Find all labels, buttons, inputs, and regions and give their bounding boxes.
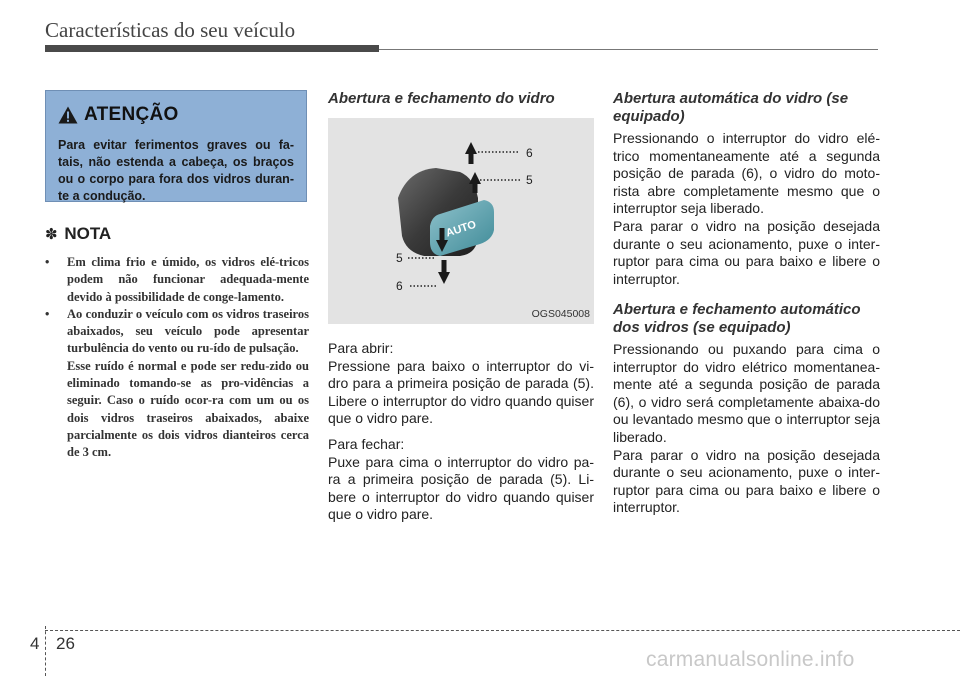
- note-star-icon: ✽: [45, 225, 58, 243]
- watermark: carmanualsonline.info: [646, 648, 855, 671]
- body-paragraph: Para abrir:: [328, 340, 394, 356]
- manual-body: [328, 340, 594, 524]
- auto-body: [613, 130, 880, 288]
- auto-both-body: [613, 341, 880, 517]
- body-paragraph: Para parar o vidro na posição desejada durante o seu acionamento, puxe o inter-ruptor para cima ou para baixo e libere o interruptor.: [613, 446, 880, 516]
- note-title-label: NOTA: [64, 224, 112, 243]
- body-paragraph: Pressionando o interruptor do vidro elé-trico momentaneamente até a segunda posição de parada (6), o vidro do moto-rista abre completamente mesmo que o interruptor seja liberado.: [613, 130, 880, 217]
- auto-label: AUTO: [444, 218, 478, 240]
- page-chapter-number: 4: [30, 634, 40, 653]
- body-paragraph: Para parar o vidro na posição desejada durante o seu acionamento, puxe o inter-ruptor para cima ou para baixo e libere o interruptor.: [613, 217, 880, 287]
- footer-horizontal-rule: [45, 630, 960, 631]
- body-paragraph: Pressionando ou puxando para cima o interruptor do vidro elétrico momentanea-mente até a segunda posição de parada (6), o vidro será completamente abaixa-do ou levantado mesmo que o interruptor seja liberado.: [613, 341, 880, 445]
- note-bullet: •: [45, 255, 50, 269]
- figure-code: OGS045008: [531, 308, 590, 320]
- note-paragraph: Esse ruído é normal e pode ser redu-zido ou eliminado tomando-se as pro-vidências a seguir. Caso o ruído ocor-ra com um ou os dois vidros traseiros abaixados, abaixe parcialmente os dois vidros dianteiros cerca de 3 cm.: [67, 358, 309, 460]
- section-heading-auto: Abertura automática do vidro (se equipado): [613, 90, 849, 125]
- section-heading-manual: Abertura e fechamento do vidro: [328, 90, 555, 107]
- warning-title: ATENÇÃO: [84, 104, 179, 125]
- label-down-5: 5: [396, 251, 403, 265]
- body-paragraph: Pressione para baixo o interruptor do vi-dro para a primeira posição de parada (5). Libere o interruptor do vidro quando quiser que o vidro pare.: [328, 357, 594, 427]
- label-up-6: 6: [526, 146, 533, 160]
- warning-header: [58, 101, 294, 129]
- note-item: [45, 254, 309, 306]
- warning-triangle-icon: [58, 106, 78, 124]
- note-paragraph: Ao conduzir o veículo com os vidros traseiros abaixados, seu veículo pode apresentar turbulência do vento ou ru-ído de pulsação.: [67, 306, 309, 356]
- header-bar: [45, 45, 379, 52]
- page-number: 26: [56, 634, 75, 653]
- window-switch-figure: [328, 118, 594, 324]
- body-paragraph: Puxe para cima o interruptor do vidro pa-ra a primeira posição de parada (5). Li-bere o interruptor do vidro quando quiser que o vidro pare.: [328, 453, 594, 523]
- body-paragraph: Para fechar:: [328, 435, 405, 452]
- warning-text: Para evitar ferimentos graves ou fa-tais, não estenda a cabeça, os braços ou o corpo para fora dos vidros duran-te a condução.: [58, 138, 294, 203]
- section-heading-auto-both: Abertura e fechamento automático dos vidros (se equipado): [613, 301, 861, 336]
- label-down-6: 6: [396, 279, 403, 293]
- arrow-up-6-icon: [465, 142, 477, 164]
- note-paragraph: Em clima frio e úmido, os vidros elé-tricos podem não funcionar adequada-mente devido à possibilidade de conge-lamento.: [67, 255, 309, 304]
- note-bullet: •: [45, 306, 50, 321]
- note-item: [45, 306, 309, 462]
- page-header-title: Características do seu veículo: [45, 18, 296, 42]
- note-title: [45, 224, 111, 244]
- warning-box: [45, 90, 307, 202]
- window-switch-illustration: [328, 118, 594, 324]
- label-up-5: 5: [526, 173, 533, 187]
- note-list: [45, 254, 309, 462]
- footer-vertical-rule: [45, 626, 46, 676]
- header-rule: [379, 49, 878, 50]
- arrow-down-6-icon: [438, 260, 450, 284]
